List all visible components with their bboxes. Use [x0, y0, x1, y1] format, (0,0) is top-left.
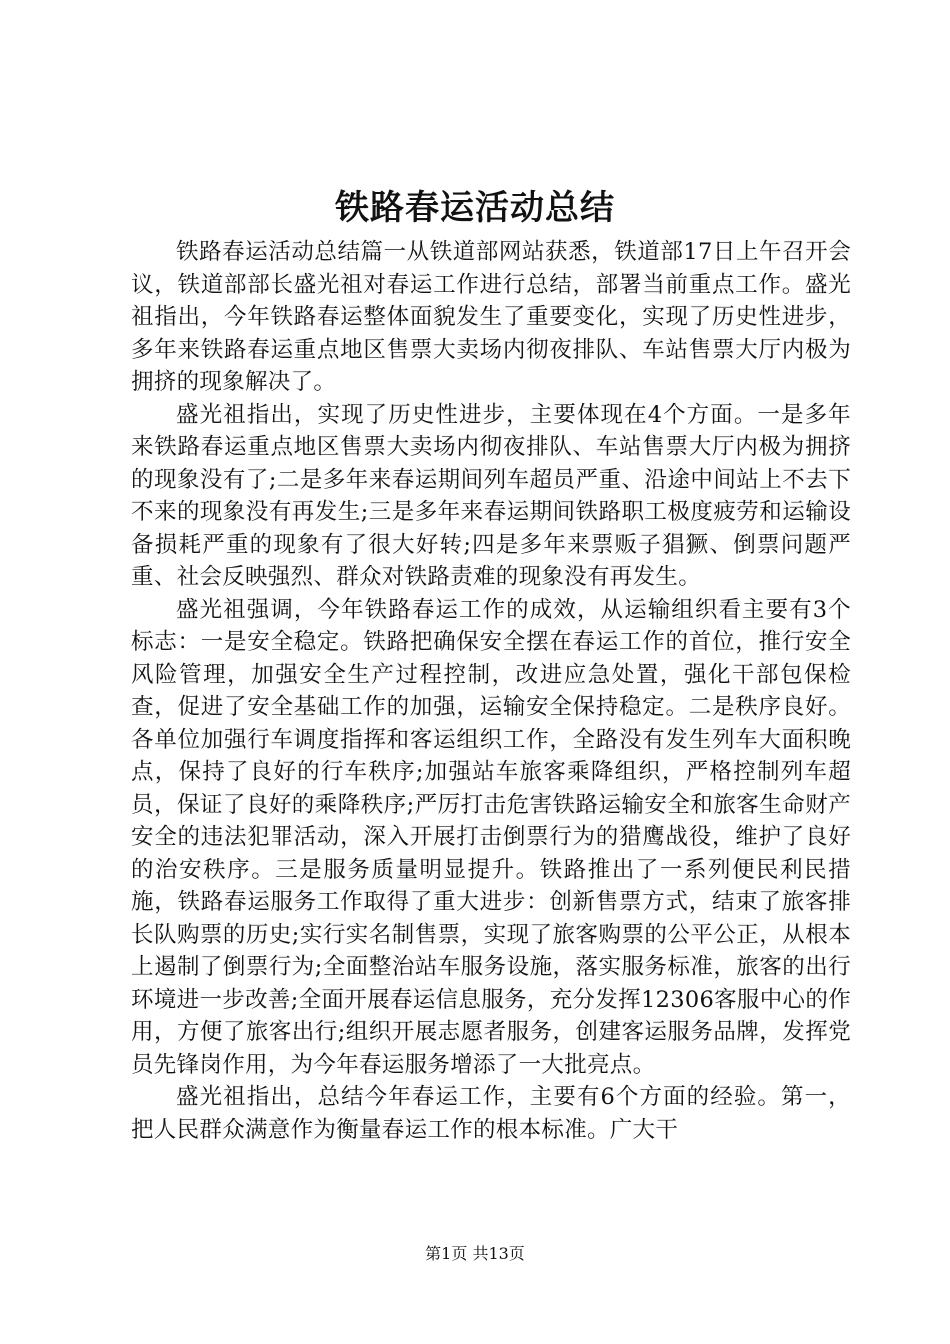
page-footer: 第1页 共13页 [425, 1244, 525, 1263]
paragraph-2: 盛光祖指出，实现了历史性进步，主要体现在4个方面。一是多年来铁路春运重点地区售票大卖场内彻夜排队、车站售票大厅内极为拥挤的现象没有了;二是多年来春运期间列车超员严重、沿途中间站上不去下不来的现象没有再发生;三是多年来春运期间铁路职工极度疲劳和运输设备损耗严重的现象有了很大好转;四是多年来票贩子猖獗、倒票问题严重、社会反映强烈、群众对铁路责难的现象没有再发生。 [131, 401, 851, 590]
paragraph-1: 铁路春运活动总结篇一从铁道部网站获悉，铁道部17日上午召开会议，铁道部部长盛光祖对春运工作进行总结，部署当前重点工作。盛光祖指出，今年铁路春运整体面貌发生了重要变化，实现了历史性进步，多年来铁路春运重点地区售票大卖场内彻夜排队、车站售票大厅内极为拥挤的现象解决了。 [131, 239, 851, 395]
paragraph-4: 盛光祖指出，总结今年春运工作，主要有6个方面的经验。第一，把人民群众满意作为衡量春运工作的根本标准。广大干 [131, 1084, 851, 1143]
document-body [131, 236, 851, 1146]
document-title: 铁路春运活动总结 [335, 188, 615, 228]
paragraph-3: 盛光祖强调，今年铁路春运工作的成效，从运输组织看主要有3个标志：一是安全稳定。铁路把确保安全摆在春运工作的首位，推行安全风险管理，加强安全生产过程控制，改进应急处置，强化干部包保检查，促进了安全基础工作的加强，运输安全保持稳定。二是秩序良好。各单位加强行车调度指挥和客运组织工作，全路没有发生列车大面积晚点，保持了良好的行车秩序;加强站车旅客乘降组织，严格控制列车超员，保证了良好的乘降秩序;严厉打击危害铁路运输安全和旅客生命财产安全的违法犯罪活动，深入开展打击倒票行为的猎鹰战役，维护了良好的治安秩序。三是服务质量明显提升。铁路推出了一系列便民利民措施，铁路春运服务工作取得了重大进步：创新售票方式，结束了旅客排长队购票的历史;实行实名制售票，实现了旅客购票的公平公正，从根本上遏制了倒票行为;全面整治站车服务设施，落实服务标准，旅客的出行环境进一步改善;全面开展春运信息服务，充分发挥12306客服中心的作用，方便了旅客出行;组织开展志愿者服务，创建客运服务品牌，发挥党员先锋岗作用，为今年春运服务增添了一大批亮点。 [131, 596, 851, 1078]
